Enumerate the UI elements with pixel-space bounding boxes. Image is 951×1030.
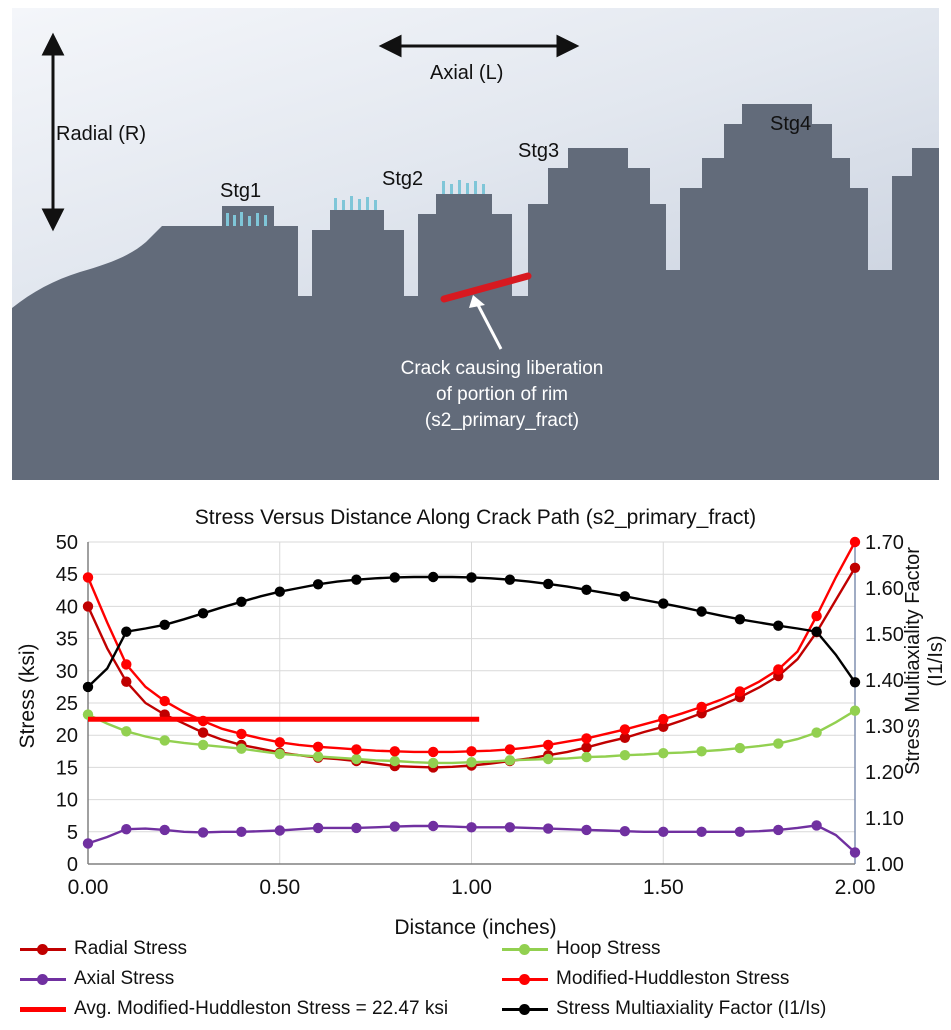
y-axis-left-tick-label: 15 [55, 757, 78, 780]
series-marker-hoop-stress [773, 738, 783, 748]
series-marker-stress-multiaxiality-factor-i1-is- [313, 579, 323, 589]
stage3-label: Stg3 [518, 140, 560, 162]
series-marker-stress-multiaxiality-factor-i1-is- [620, 591, 630, 601]
y-axis-left-tick-label: 10 [55, 789, 78, 812]
x-axis-tick-label: 0.50 [259, 876, 301, 899]
crack-annotation-line1: Crack causing liberation [400, 358, 604, 379]
y-axis-right-tick-label: 1.40 [865, 670, 904, 692]
y-axis-right-tick-label: 1.20 [865, 762, 904, 784]
series-marker-axial-stress [850, 847, 860, 857]
y-axis-right-tick-label: 1.60 [865, 578, 904, 600]
series-marker-hoop-stress [351, 754, 361, 764]
series-marker-hoop-stress [236, 744, 246, 754]
chart-plot-area [0, 530, 951, 920]
series-marker-hoop-stress [581, 752, 591, 762]
legend-item-radial-stress[interactable] [20, 938, 187, 960]
series-marker-radial-stress [198, 727, 208, 737]
series-marker-radial-stress [83, 601, 93, 611]
series-marker-stress-multiaxiality-factor-i1-is- [696, 606, 706, 616]
series-marker-axial-stress [658, 827, 668, 837]
series-marker-hoop-stress [428, 758, 438, 768]
series-marker-modified-huddleston-stress [83, 572, 93, 582]
series-marker-hoop-stress [543, 754, 553, 764]
series-marker-stress-multiaxiality-factor-i1-is- [121, 627, 131, 637]
series-marker-axial-stress [543, 823, 553, 833]
x-axis-tick-label: 1.00 [451, 876, 492, 899]
series-marker-radial-stress [121, 677, 131, 687]
series-marker-modified-huddleston-stress [850, 537, 860, 547]
y-axis-left-tick-label: 40 [55, 596, 78, 619]
series-marker-axial-stress [313, 823, 323, 833]
y-axis-left-tick-label: 35 [55, 628, 78, 651]
stage1-label: Stg1 [220, 180, 262, 202]
series-marker-modified-huddleston-stress [236, 729, 246, 739]
series-marker-hoop-stress [735, 743, 745, 753]
x-axis-tick-label: 1.50 [642, 876, 684, 899]
x-axis-tick-label: 0.00 [67, 876, 109, 899]
series-marker-stress-multiaxiality-factor-i1-is- [275, 587, 285, 597]
y-axis-left-tick-label: 20 [55, 725, 78, 748]
radial-axis-label: Radial (R) [56, 123, 147, 145]
chart-legend [10, 938, 951, 1026]
series-marker-axial-stress [581, 825, 591, 835]
legend-swatch-icon [20, 972, 66, 986]
legend-swatch-icon [502, 1002, 548, 1016]
series-marker-modified-huddleston-stress [121, 659, 131, 669]
series-marker-modified-huddleston-stress [505, 744, 515, 754]
series-marker-stress-multiaxiality-factor-i1-is- [160, 620, 170, 630]
legend-marker-dot [37, 944, 48, 955]
series-marker-stress-multiaxiality-factor-i1-is- [428, 572, 438, 582]
legend-item-axial-stress[interactable] [20, 968, 174, 990]
series-marker-stress-multiaxiality-factor-i1-is- [390, 572, 400, 582]
y-axis-left-tick-label: 25 [55, 693, 78, 715]
legend-swatch-icon [20, 942, 66, 956]
chart-title: Stress Versus Distance Along Crack Path (s2_primary_fract) [194, 506, 757, 529]
series-marker-stress-multiaxiality-factor-i1-is- [83, 682, 93, 692]
legend-marker-dot [519, 944, 530, 955]
y-axis-left-tick-label: 0 [66, 854, 78, 876]
series-marker-axial-stress [773, 825, 783, 835]
y-axis-left-title: Stress (ksi) [16, 643, 39, 749]
legend-marker-dot [519, 1004, 530, 1015]
series-marker-modified-huddleston-stress [696, 702, 706, 712]
legend-thick-line [20, 1007, 66, 1012]
series-marker-stress-multiaxiality-factor-i1-is- [581, 585, 591, 595]
series-marker-hoop-stress [696, 746, 706, 756]
series-marker-modified-huddleston-stress [466, 746, 476, 756]
series-marker-axial-stress [811, 820, 821, 830]
series-marker-hoop-stress [198, 740, 208, 750]
legend-item-modified-huddleston-stress[interactable] [502, 968, 789, 990]
series-marker-axial-stress [198, 827, 208, 837]
legend-item-label: Modified-Huddleston Stress [556, 968, 790, 989]
legend-marker-dot [37, 974, 48, 985]
stage4-label: Stg4 [770, 113, 812, 135]
series-marker-modified-huddleston-stress [428, 747, 438, 757]
series-marker-hoop-stress [390, 756, 400, 766]
series-marker-stress-multiaxiality-factor-i1-is- [811, 627, 821, 637]
legend-item-stress-multiaxiality-factor-i1-is[interactable] [502, 998, 826, 1020]
series-marker-stress-multiaxiality-factor-i1-is- [505, 575, 515, 585]
crack-annotation-line2: of portion of rim [436, 384, 568, 405]
series-marker-axial-stress [160, 825, 170, 835]
series-marker-stress-multiaxiality-factor-i1-is- [466, 572, 476, 582]
y-axis-right-tick-label: 1.70 [865, 532, 904, 554]
legend-marker-dot [519, 974, 530, 985]
series-marker-stress-multiaxiality-factor-i1-is- [773, 621, 783, 631]
series-marker-axial-stress [428, 821, 438, 831]
y-axis-right-tick-label: 1.30 [865, 716, 904, 738]
y-axis-left-tick-label: 30 [55, 660, 78, 683]
series-marker-hoop-stress [658, 748, 668, 758]
series-marker-modified-huddleston-stress [160, 696, 170, 706]
series-marker-axial-stress [466, 822, 476, 832]
series-marker-stress-multiaxiality-factor-i1-is- [735, 614, 745, 624]
series-marker-axial-stress [620, 826, 630, 836]
y-axis-right-title: Stress Multiaxiality Factor (I1/Is) [902, 547, 947, 775]
legend-item-hoop-stress[interactable] [502, 938, 661, 960]
y-axis-left-tick-label: 50 [55, 532, 78, 554]
series-marker-hoop-stress [505, 755, 515, 765]
series-marker-hoop-stress [121, 726, 131, 736]
legend-item-label: Radial Stress [74, 938, 187, 959]
series-marker-hoop-stress [313, 751, 323, 761]
legend-item-label: Avg. Modified-Huddleston Stress = 22.47 ksi [74, 998, 449, 1019]
legend-swatch-icon [502, 972, 548, 986]
series-marker-stress-multiaxiality-factor-i1-is- [850, 677, 860, 687]
series-marker-modified-huddleston-stress [275, 737, 285, 747]
series-marker-axial-stress [83, 838, 93, 848]
series-marker-modified-huddleston-stress [581, 733, 591, 743]
series-marker-axial-stress [505, 822, 515, 832]
series-marker-modified-huddleston-stress [735, 686, 745, 696]
x-axis-title: Distance (inches) [394, 916, 557, 939]
legend-swatch-icon [502, 942, 548, 956]
series-marker-stress-multiaxiality-factor-i1-is- [236, 597, 246, 607]
legend-item-label: Hoop Stress [556, 938, 661, 959]
series-marker-axial-stress [351, 823, 361, 833]
series-marker-hoop-stress [160, 735, 170, 745]
series-marker-modified-huddleston-stress [390, 746, 400, 756]
series-marker-hoop-stress [850, 706, 860, 716]
y-axis-right-tick-label: 1.10 [865, 808, 904, 830]
series-marker-stress-multiaxiality-factor-i1-is- [198, 608, 208, 618]
series-marker-hoop-stress [811, 727, 821, 737]
series-marker-hoop-stress [275, 749, 285, 759]
legend-item-label: Axial Stress [74, 968, 175, 989]
series-marker-stress-multiaxiality-factor-i1-is- [351, 575, 361, 585]
series-marker-axial-stress [390, 821, 400, 831]
series-marker-axial-stress [236, 827, 246, 837]
series-marker-modified-huddleston-stress [351, 744, 361, 754]
y-axis-right-tick-label: 1.00 [865, 854, 904, 876]
legend-item-label: Stress Multiaxiality Factor (I1/Is) [556, 998, 827, 1019]
turbine-rim-section-image [12, 8, 939, 480]
series-marker-axial-stress [121, 824, 131, 834]
series-marker-axial-stress [275, 825, 285, 835]
series-marker-stress-multiaxiality-factor-i1-is- [543, 579, 553, 589]
series-marker-hoop-stress [466, 757, 476, 767]
y-axis-left-tick-label: 45 [55, 564, 78, 587]
series-marker-hoop-stress [620, 750, 630, 760]
series-marker-modified-huddleston-stress [620, 724, 630, 734]
series-marker-modified-huddleston-stress [773, 664, 783, 674]
series-marker-axial-stress [696, 827, 706, 837]
crack-annotation [272, 356, 732, 434]
legend-item-avg-modified-huddleston-stress-22-47-ksi[interactable] [20, 998, 448, 1020]
series-marker-radial-stress [850, 563, 860, 573]
axial-axis-label: Axial (L) [430, 62, 504, 84]
y-axis-right-tick-label: 1.50 [865, 624, 904, 646]
series-marker-radial-stress [581, 742, 591, 752]
series-marker-axial-stress [735, 827, 745, 837]
y-axis-left-tick-label: 5 [66, 821, 78, 844]
series-marker-stress-multiaxiality-factor-i1-is- [658, 598, 668, 608]
legend-swatch-icon [20, 1002, 66, 1016]
series-marker-modified-huddleston-stress [313, 742, 323, 752]
x-axis-tick-label: 2.00 [834, 876, 876, 899]
series-marker-modified-huddleston-stress [811, 611, 821, 621]
crack-annotation-line3: (s2_primary_fract) [424, 410, 580, 431]
stage2-label: Stg2 [382, 168, 424, 190]
series-marker-modified-huddleston-stress [543, 740, 553, 750]
series-marker-modified-huddleston-stress [658, 714, 668, 724]
